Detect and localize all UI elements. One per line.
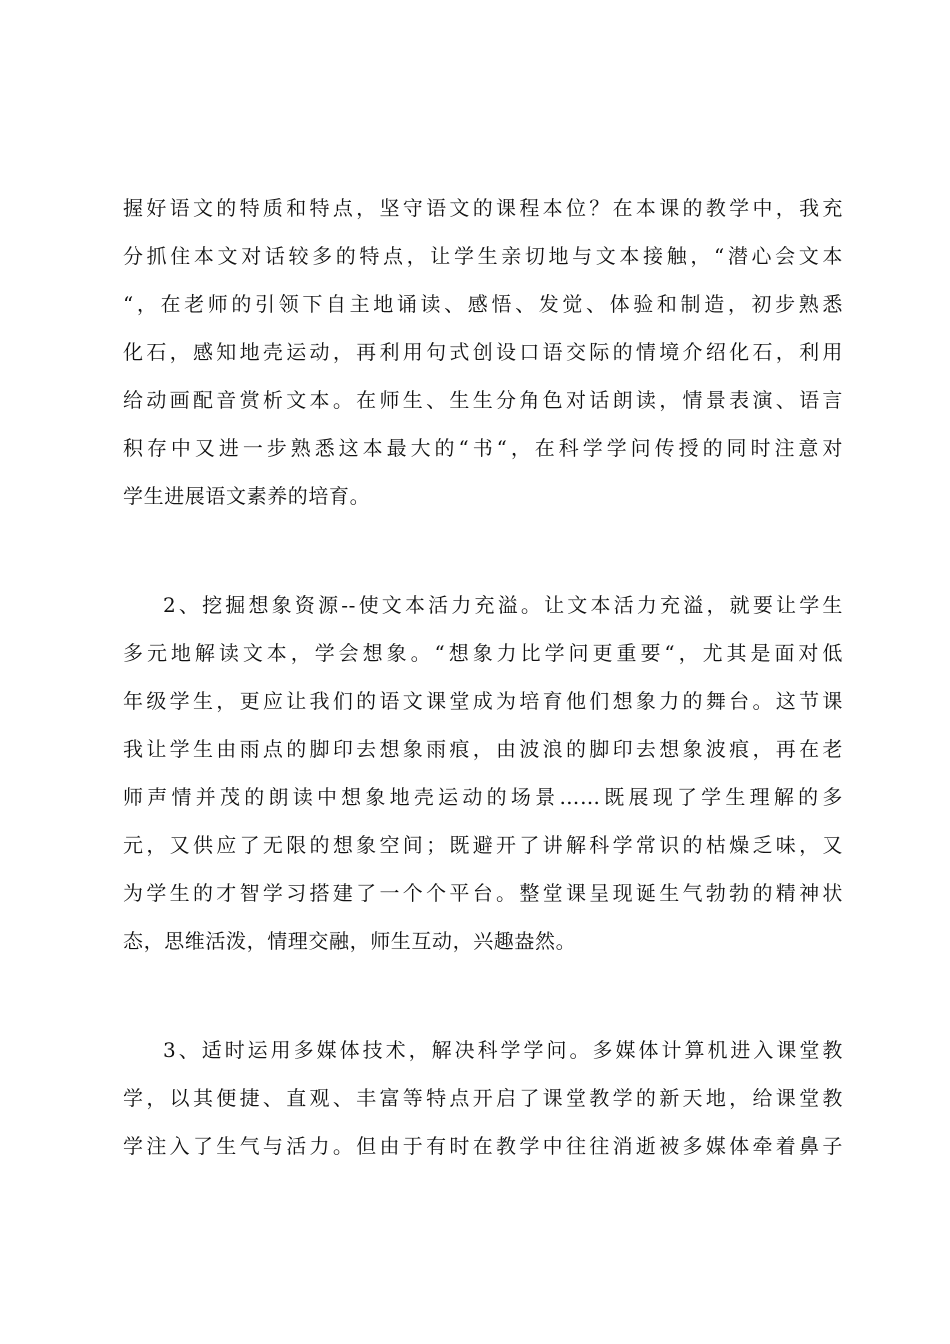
- text-line: 元，又供应了无限的想象空间；既避开了讲解科学常识的枯燥乏味，又: [123, 833, 843, 857]
- text-line: 积存中又进一步熟悉这本最大的“书“，在科学学问传授的同时注意对: [123, 436, 843, 460]
- text-line: 年级学生，更应让我们的语文课堂成为培育他们想象力的舞台。这节课: [123, 689, 843, 713]
- text-line: 分抓住本文对话较多的特点，让学生亲切地与文本接触，“潜心会文本: [123, 244, 843, 268]
- text-line: 学，以其便捷、直观、丰富等特点开启了课堂教学的新天地，给课堂教: [123, 1086, 843, 1110]
- text-line: 师声情并茂的朗读中想象地壳运动的场景……既展现了学生理解的多: [123, 785, 843, 809]
- text-line: 化石，感知地壳运动，再利用句式创设口语交际的情境介绍化石，利用: [123, 340, 843, 364]
- text-line: 多元地解读文本，学会想象。“想象力比学问更重要“，尤其是面对低: [123, 641, 843, 665]
- text-line: 为学生的才智学习搭建了一个个平台。整堂课呈现诞生气勃勃的精神状: [123, 881, 843, 905]
- text-line: “，在老师的引领下自主地诵读、感悟、发觉、体验和制造，初步熟悉: [123, 292, 843, 316]
- text-line: 学注入了生气与活力。但由于有时在教学中往往消逝被多媒体牵着鼻子: [123, 1134, 843, 1158]
- text-line: 3、适时运用多媒体技术，解决科学学问。多媒体计算机进入课堂教: [163, 1038, 843, 1062]
- text-line: 2、挖掘想象资源--使文本活力充溢。让文本活力充溢，就要让学生: [163, 593, 843, 617]
- text-line: 学生进展语文素养的培育。: [123, 484, 371, 508]
- text-line: 我让学生由雨点的脚印去想象雨痕，由波浪的脚印去想象波痕，再在老: [123, 737, 843, 761]
- text-line: 态，思维活泼，情理交融，师生互动，兴趣盎然。: [123, 929, 577, 953]
- text-line: 握好语文的特质和特点，坚守语文的课程本位？在本课的教学中，我充: [123, 196, 843, 220]
- text-line: 给动画配音赏析文本。在师生、生生分角色对话朗读，情景表演、语言: [123, 388, 843, 412]
